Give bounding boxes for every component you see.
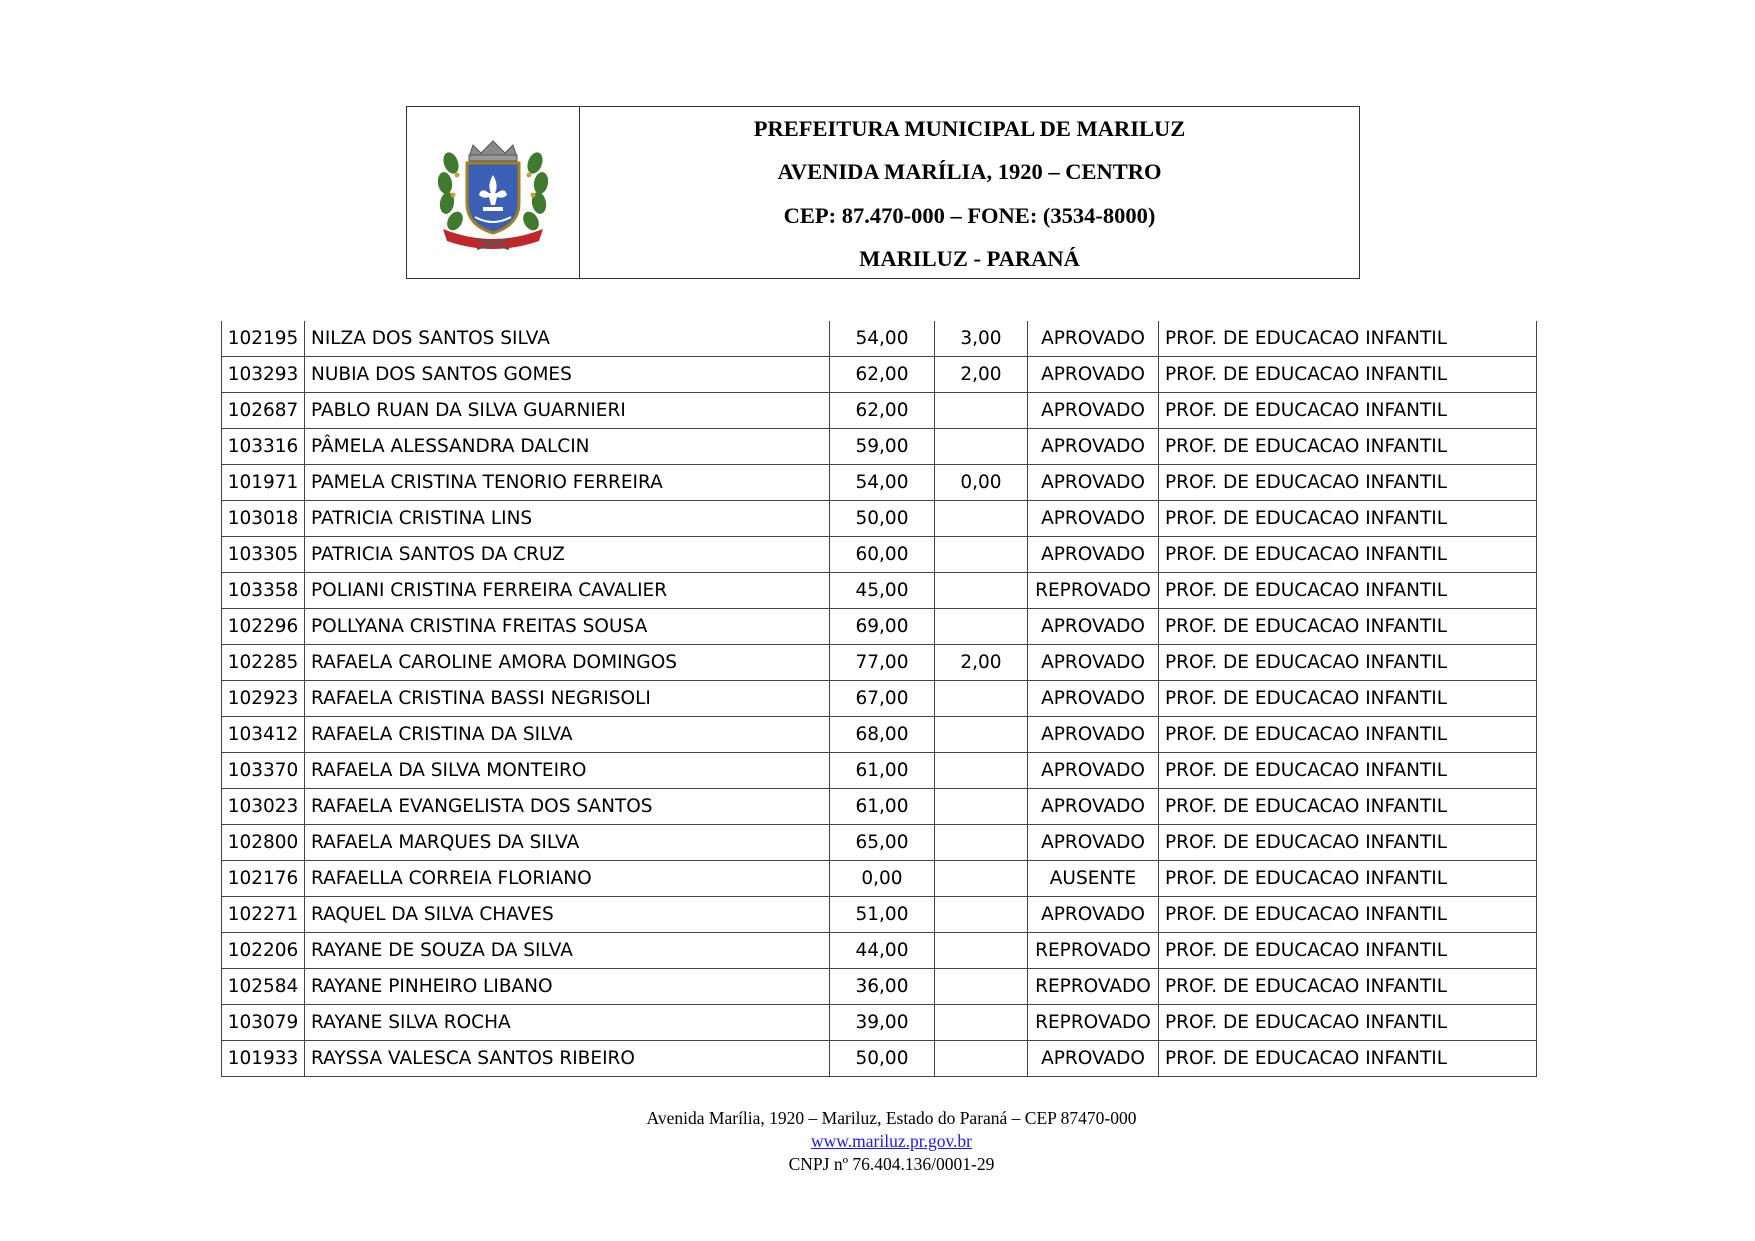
table-row xyxy=(222,609,1537,645)
cell-candidate-name: RAFAELA DA SILVA MONTEIRO xyxy=(305,753,830,789)
cell-score: 62,00 xyxy=(830,357,935,393)
cell-status: REPROVADO xyxy=(1028,933,1159,969)
table-row xyxy=(222,789,1537,825)
page-footer xyxy=(0,1107,1755,1176)
cell-status: APROVADO xyxy=(1028,897,1159,933)
cell-position: PROF. DE EDUCACAO INFANTIL xyxy=(1159,465,1537,501)
cell-score: 50,00 xyxy=(830,1041,935,1077)
cell-bonus-score xyxy=(935,933,1028,969)
cell-status: APROVADO xyxy=(1028,681,1159,717)
cell-candidate-name: NILZA DOS SANTOS SILVA xyxy=(305,321,830,357)
table-row xyxy=(222,573,1537,609)
cell-position: PROF. DE EDUCACAO INFANTIL xyxy=(1159,357,1537,393)
cell-bonus-score: 3,00 xyxy=(935,321,1028,357)
cell-position: PROF. DE EDUCACAO INFANTIL xyxy=(1159,645,1537,681)
cell-position: PROF. DE EDUCACAO INFANTIL xyxy=(1159,753,1537,789)
table-row xyxy=(222,645,1537,681)
cell-status: APROVADO xyxy=(1028,1041,1159,1077)
cell-registration-id: 102285 xyxy=(222,645,305,681)
cell-registration-id: 102296 xyxy=(222,609,305,645)
cell-score: 59,00 xyxy=(830,429,935,465)
cell-candidate-name: RAYANE DE SOUZA DA SILVA xyxy=(305,933,830,969)
table-row xyxy=(222,465,1537,501)
letterhead-text xyxy=(580,107,1359,278)
cell-candidate-name: RAFAELA CRISTINA DA SILVA xyxy=(305,717,830,753)
cell-registration-id: 103316 xyxy=(222,429,305,465)
cell-registration-id: 103370 xyxy=(222,753,305,789)
table-row xyxy=(222,429,1537,465)
cell-score: 54,00 xyxy=(830,321,935,357)
cell-registration-id: 103079 xyxy=(222,1005,305,1041)
footer-cnpj: CNPJ nº 76.404.136/0001-29 xyxy=(788,1154,995,1174)
table-row xyxy=(222,969,1537,1005)
cell-bonus-score xyxy=(935,897,1028,933)
cell-bonus-score xyxy=(935,429,1028,465)
cell-score: 54,00 xyxy=(830,465,935,501)
cell-registration-id: 103412 xyxy=(222,717,305,753)
results-table xyxy=(221,321,1537,1077)
table-row xyxy=(222,861,1537,897)
table-row xyxy=(222,825,1537,861)
logo-cell xyxy=(407,107,580,278)
cell-bonus-score xyxy=(935,1005,1028,1041)
cell-bonus-score: 0,00 xyxy=(935,465,1028,501)
results-table-body xyxy=(222,321,1537,1077)
cell-status: APROVADO xyxy=(1028,429,1159,465)
cell-position: PROF. DE EDUCACAO INFANTIL xyxy=(1159,321,1537,357)
cell-score: 51,00 xyxy=(830,897,935,933)
table-row xyxy=(222,753,1537,789)
cell-position: PROF. DE EDUCACAO INFANTIL xyxy=(1159,789,1537,825)
cell-candidate-name: PABLO RUAN DA SILVA GUARNIERI xyxy=(305,393,830,429)
cell-candidate-name: RAFAELLA CORREIA FLORIANO xyxy=(305,861,830,897)
cell-registration-id: 102206 xyxy=(222,933,305,969)
org-contact: CEP: 87.470-000 – FONE: (3534-8000) xyxy=(783,202,1156,228)
table-row xyxy=(222,933,1537,969)
cell-status: APROVADO xyxy=(1028,537,1159,573)
cell-bonus-score xyxy=(935,537,1028,573)
cell-status: APROVADO xyxy=(1028,357,1159,393)
cell-registration-id: 102800 xyxy=(222,825,305,861)
coat-of-arms-logo xyxy=(433,133,553,253)
cell-bonus-score: 2,00 xyxy=(935,645,1028,681)
cell-score: 50,00 xyxy=(830,501,935,537)
cell-position: PROF. DE EDUCACAO INFANTIL xyxy=(1159,501,1537,537)
cell-score: 61,00 xyxy=(830,753,935,789)
cell-bonus-score: 2,00 xyxy=(935,357,1028,393)
cell-candidate-name: PÂMELA ALESSANDRA DALCIN xyxy=(305,429,830,465)
cell-score: 69,00 xyxy=(830,609,935,645)
cell-bonus-score xyxy=(935,681,1028,717)
cell-position: PROF. DE EDUCACAO INFANTIL xyxy=(1159,393,1537,429)
cell-registration-id: 102176 xyxy=(222,861,305,897)
cell-registration-id: 102687 xyxy=(222,393,305,429)
cell-score: 60,00 xyxy=(830,537,935,573)
cell-bonus-score xyxy=(935,861,1028,897)
cell-score: 62,00 xyxy=(830,393,935,429)
cell-candidate-name: RAQUEL DA SILVA CHAVES xyxy=(305,897,830,933)
cell-status: APROVADO xyxy=(1028,465,1159,501)
cell-candidate-name: RAFAELA CAROLINE AMORA DOMINGOS xyxy=(305,645,830,681)
cell-position: PROF. DE EDUCACAO INFANTIL xyxy=(1159,1005,1537,1041)
cell-bonus-score xyxy=(935,969,1028,1005)
table-row xyxy=(222,321,1537,357)
cell-position: PROF. DE EDUCACAO INFANTIL xyxy=(1159,681,1537,717)
cell-bonus-score xyxy=(935,573,1028,609)
cell-status: APROVADO xyxy=(1028,789,1159,825)
footer-address: Avenida Marília, 1920 – Mariluz, Estado do Paraná – CEP 87470-000 xyxy=(646,1108,1137,1128)
cell-bonus-score xyxy=(935,825,1028,861)
cell-status: APROVADO xyxy=(1028,321,1159,357)
cell-score: 68,00 xyxy=(830,717,935,753)
cell-registration-id: 103018 xyxy=(222,501,305,537)
cell-status: REPROVADO xyxy=(1028,573,1159,609)
cell-registration-id: 103293 xyxy=(222,357,305,393)
cell-registration-id: 103023 xyxy=(222,789,305,825)
cell-score: 36,00 xyxy=(830,969,935,1005)
cell-candidate-name: PATRICIA CRISTINA LINS xyxy=(305,501,830,537)
cell-registration-id: 102271 xyxy=(222,897,305,933)
cell-registration-id: 103305 xyxy=(222,537,305,573)
cell-score: 45,00 xyxy=(830,573,935,609)
cell-position: PROF. DE EDUCACAO INFANTIL xyxy=(1159,825,1537,861)
cell-status: REPROVADO xyxy=(1028,969,1159,1005)
cell-candidate-name: RAYSSA VALESCA SANTOS RIBEIRO xyxy=(305,1041,830,1077)
cell-candidate-name: RAFAELA EVANGELISTA DOS SANTOS xyxy=(305,789,830,825)
cell-candidate-name: PAMELA CRISTINA TENORIO FERREIRA xyxy=(305,465,830,501)
cell-status: AUSENTE xyxy=(1028,861,1159,897)
org-city: MARILUZ - PARANÁ xyxy=(859,246,1080,271)
cell-candidate-name: RAYANE PINHEIRO LIBANO xyxy=(305,969,830,1005)
cell-bonus-score xyxy=(935,393,1028,429)
cell-status: APROVADO xyxy=(1028,825,1159,861)
table-row xyxy=(222,393,1537,429)
cell-registration-id: 101971 xyxy=(222,465,305,501)
cell-status: APROVADO xyxy=(1028,393,1159,429)
cell-position: PROF. DE EDUCACAO INFANTIL xyxy=(1159,1041,1537,1077)
cell-status: APROVADO xyxy=(1028,753,1159,789)
cell-score: 0,00 xyxy=(830,861,935,897)
cell-status: APROVADO xyxy=(1028,501,1159,537)
cell-bonus-score xyxy=(935,753,1028,789)
footer-website-link[interactable]: www.mariluz.pr.gov.br xyxy=(810,1131,973,1151)
cell-status: APROVADO xyxy=(1028,609,1159,645)
table-row xyxy=(222,501,1537,537)
cell-registration-id: 102195 xyxy=(222,321,305,357)
cell-candidate-name: RAFAELA MARQUES DA SILVA xyxy=(305,825,830,861)
cell-status: APROVADO xyxy=(1028,645,1159,681)
cell-position: PROF. DE EDUCACAO INFANTIL xyxy=(1159,969,1537,1005)
cell-bonus-score xyxy=(935,1041,1028,1077)
cell-bonus-score xyxy=(935,609,1028,645)
cell-position: PROF. DE EDUCACAO INFANTIL xyxy=(1159,861,1537,897)
cell-status: APROVADO xyxy=(1028,717,1159,753)
cell-candidate-name: NUBIA DOS SANTOS GOMES xyxy=(305,357,830,393)
cell-position: PROF. DE EDUCACAO INFANTIL xyxy=(1159,537,1537,573)
cell-position: PROF. DE EDUCACAO INFANTIL xyxy=(1159,933,1537,969)
table-row xyxy=(222,1041,1537,1077)
cell-registration-id: 102584 xyxy=(222,969,305,1005)
cell-registration-id: 102923 xyxy=(222,681,305,717)
cell-score: 65,00 xyxy=(830,825,935,861)
cell-candidate-name: RAFAELA CRISTINA BASSI NEGRISOLI xyxy=(305,681,830,717)
cell-registration-id: 103358 xyxy=(222,573,305,609)
cell-score: 77,00 xyxy=(830,645,935,681)
cell-registration-id: 101933 xyxy=(222,1041,305,1077)
cell-score: 61,00 xyxy=(830,789,935,825)
org-address: AVENIDA MARÍLIA, 1920 – CENTRO xyxy=(777,159,1162,184)
cell-candidate-name: RAYANE SILVA ROCHA xyxy=(305,1005,830,1041)
table-row xyxy=(222,717,1537,753)
letterhead xyxy=(406,106,1360,279)
cell-position: PROF. DE EDUCACAO INFANTIL xyxy=(1159,429,1537,465)
cell-candidate-name: PATRICIA SANTOS DA CRUZ xyxy=(305,537,830,573)
table-row xyxy=(222,357,1537,393)
cell-bonus-score xyxy=(935,717,1028,753)
cell-position: PROF. DE EDUCACAO INFANTIL xyxy=(1159,897,1537,933)
cell-candidate-name: POLLYANA CRISTINA FREITAS SOUSA xyxy=(305,609,830,645)
table-row xyxy=(222,897,1537,933)
cell-position: PROF. DE EDUCACAO INFANTIL xyxy=(1159,609,1537,645)
cell-status: REPROVADO xyxy=(1028,1005,1159,1041)
cell-bonus-score xyxy=(935,501,1028,537)
cell-position: PROF. DE EDUCACAO INFANTIL xyxy=(1159,717,1537,753)
cell-position: PROF. DE EDUCACAO INFANTIL xyxy=(1159,573,1537,609)
org-name: PREFEITURA MUNICIPAL DE MARILUZ xyxy=(753,115,1186,141)
cell-score: 44,00 xyxy=(830,933,935,969)
cell-bonus-score xyxy=(935,789,1028,825)
cell-score: 39,00 xyxy=(830,1005,935,1041)
table-row xyxy=(222,1005,1537,1041)
table-row xyxy=(222,537,1537,573)
cell-candidate-name: POLIANI CRISTINA FERREIRA CAVALIER xyxy=(305,573,830,609)
cell-score: 67,00 xyxy=(830,681,935,717)
table-row xyxy=(222,681,1537,717)
